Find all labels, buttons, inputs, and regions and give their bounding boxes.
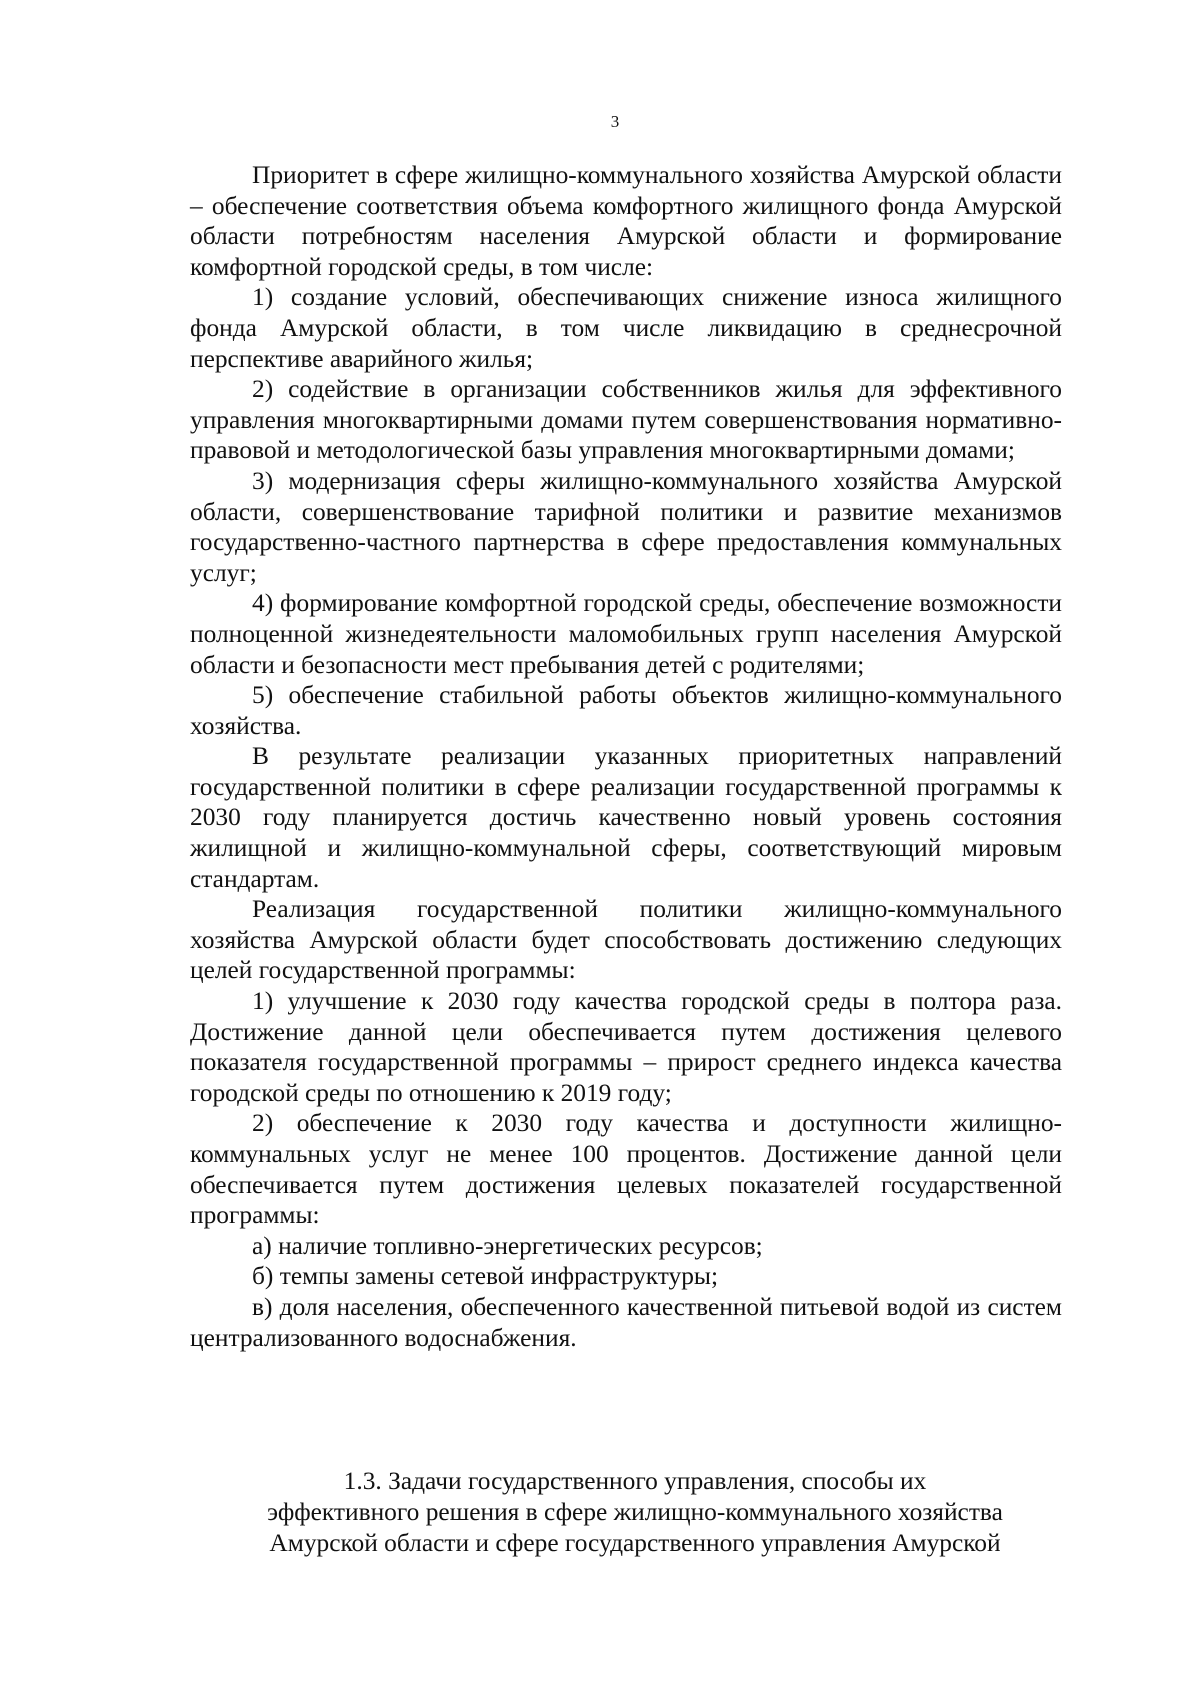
paragraph-goal-1: 1) улучшение к 2030 году качества городской среды в полтора раза. Достижение данной цели обеспечивается путем достижения целевого показателя государственной программы – прирост среднего индекса качества городской среды по отношению к 2019 году; [190, 987, 1062, 1107]
paragraph-goals-intro: Реализация государственной политики жилищно-коммунального хозяйства Амурской области будет способствовать достижению следующих целей государственной программы: [190, 895, 1062, 985]
paragraph-item-2: 2) содействие в организации собственников жилья для эффективного управления многоквартирными домами путем совершенствования нормативно-правовой и методологической базы управления многоквартирными домами; [190, 375, 1062, 465]
paragraph-item-1: 1) создание условий, обеспечивающих снижение износа жилищного фонда Амурской области, в том числе ликвидацию в среднесрочной перспективе аварийного жилья; [190, 283, 1062, 373]
paragraph-result: В результате реализации указанных приоритетных направлений государственной политики в сфере реализации государственной программы к 2030 году планируется достичь качественно новый уровень состояния жилищной и жилищно-коммунальной сферы, соответствующий мировым стандартам. [190, 742, 1062, 893]
paragraph-item-5: 5) обеспечение стабильной работы объектов жилищно-коммунального хозяйства. [190, 681, 1062, 740]
heading-line: 1.3. Задачи государственного управления, способы их [343, 1467, 927, 1495]
section-heading [210, 1466, 1060, 1559]
heading-line: Амурской области и сфере государственного управления Амурской [269, 1529, 1001, 1557]
paragraph-indicator-c: в) доля населения, обеспеченного качественной питьевой водой из систем централизованного водоснабжения. [190, 1292, 1062, 1352]
paragraph-priority-intro: Приоритет в сфере жилищно-коммунального хозяйства Амурской области – обеспечение соответствия объема комфортного жилищного фонда Амурской области потребностям населения Амурской области и формирование комфортной городской среды, в том числе: [190, 161, 1062, 281]
page-number: 3 [610, 112, 620, 131]
paragraph-indicator-a: а) наличие топливно-энергетических ресурсов; [252, 1231, 763, 1260]
paragraph-item-3: 3) модернизация сферы жилищно-коммунального хозяйства Амурской области, совершенствование тарифной политики и развитие механизмов государственно-частного партнерства в сфере предоставления коммунальных услуг; [190, 466, 1062, 587]
document-body [190, 160, 1062, 1353]
paragraph-item-4: 4) формирование комфортной городской среды, обеспечение возможности полноценной жизнедеятельности маломобильных групп населения Амурской области и безопасности мест пребывания детей с родителями; [190, 589, 1062, 679]
paragraph-goal-2: 2) обеспечение к 2030 году качества и доступности жилищно-коммунальных услуг не менее 100 процентов. Достижение данной цели обеспечивается путем достижения целевых показателей государственной программы: [190, 1109, 1062, 1230]
heading-line: эффективного решения в сфере жилищно-коммунального хозяйства [267, 1498, 1003, 1526]
paragraph-indicator-b: б) темпы замены сетевой инфраструктуры; [252, 1262, 719, 1291]
